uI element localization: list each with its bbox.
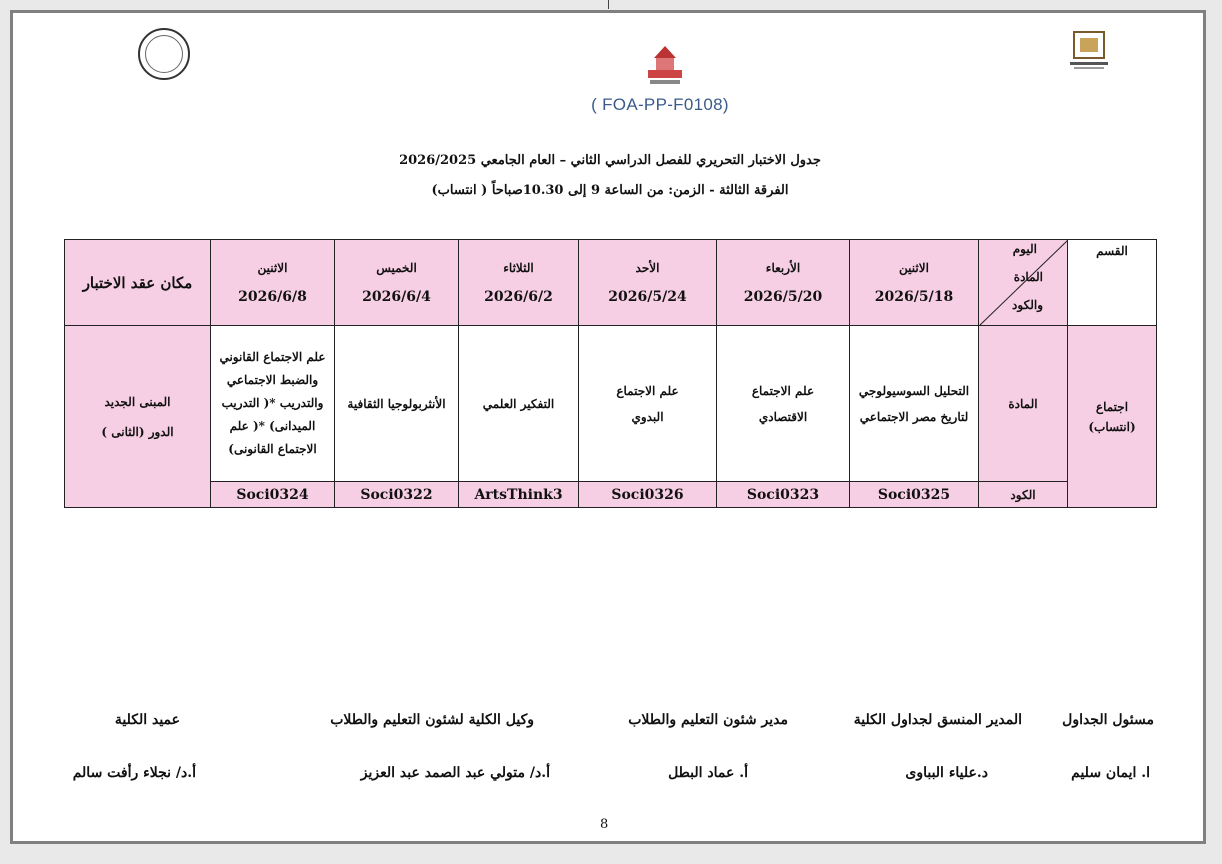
signature-name-2: د.علياء البباوى [905,765,988,781]
signature-role-3: مدير شئون التعليم والطلاب [628,712,788,728]
faculty-seal-logo [138,28,190,80]
corner-header-cell [979,240,1068,326]
day-header-4: الثلاثاء 2026/6/2 [459,240,579,326]
subject-cell-5: الأنثربولوجيا الثقافية [335,326,459,482]
day-header-1: الاثنين 2026/5/18 [850,240,979,326]
subject-cell-1: التحليل السوسيولوجي لتاريخ مصر الاجتماعي [850,326,979,482]
top-tick-mark [608,0,609,9]
corner-code-label: والكود [1012,298,1043,312]
signature-name-5: أ.د/ نجلاء رأفت سالم [72,765,196,781]
code-cell-6: Soci0324 [211,482,335,508]
department-cell: اجتماع (انتساب) [1068,326,1157,508]
code-cell-1: Soci0325 [850,482,979,508]
venue-header: مكان عقد الاختبار [65,240,211,326]
subject-cell-4: التفكير العلمي [459,326,579,482]
department-header: القسم [1068,240,1157,326]
code-cell-4: ArtsThink3 [459,482,579,508]
code-cell-2: Soci0323 [717,482,850,508]
cairo-university-logo [1066,30,1112,72]
signature-name-3: أ. عماد البطل [668,765,748,781]
signature-role-2: المدير المنسق لجداول الكلية [853,712,1022,728]
subject-cell-3: علم الاجتماع البدوي [579,326,717,482]
schedule-title: جدول الاختبار التحريري للفصل الدراسي الثاني – العام الجامعي 2026/2025 [399,153,821,168]
signature-role-1: مسئول الجداول [1062,712,1154,728]
code-cell-5: Soci0322 [335,482,459,508]
signature-role-4: وكيل الكلية لشئون التعليم والطلاب [330,712,534,728]
venue-floor: الدور (الثانى ) [101,424,174,439]
day-header-3: الأحد 2026/5/24 [579,240,717,326]
exam-schedule-table [64,239,1157,508]
subject-cell-2: علم الاجتماع الاقتصادي [717,326,850,482]
subject-row-label: المادة [979,326,1068,482]
signature-role-5: عميد الكلية [114,712,180,728]
signature-name-1: ا. ايمان سليم [1071,765,1150,781]
form-code: ( FOA-PP-F0108) [591,95,729,114]
corner-day-label: اليوم [1012,242,1037,256]
college-emblem-logo [640,44,690,90]
day-header-5: الخميس 2026/6/4 [335,240,459,326]
page-number: 8 [600,817,609,832]
day-header-6: الاثنين 2026/6/8 [211,240,335,326]
corner-subject-label: المادة [1013,270,1043,284]
code-cell-3: Soci0326 [579,482,717,508]
venue-cell [65,326,211,508]
venue-building: المبنى الجديد [104,394,171,409]
subject-cell-6: علم الاجتماع القانوني والضبط الاجتماعي والتدريب *( التدريب الميدانى) *( علم الاجتماع القانونى) [211,326,335,482]
schedule-subtitle: الفرقة الثالثة - الزمن: من الساعة 9 إلى 10.30صباحاً ( انتساب) [431,183,789,198]
code-row-label: الكود [979,482,1068,508]
signature-name-4: أ.د/ متولي عبد الصمد عبد العزيز [360,765,550,781]
day-header-2: الأربعاء 2026/5/20 [717,240,850,326]
